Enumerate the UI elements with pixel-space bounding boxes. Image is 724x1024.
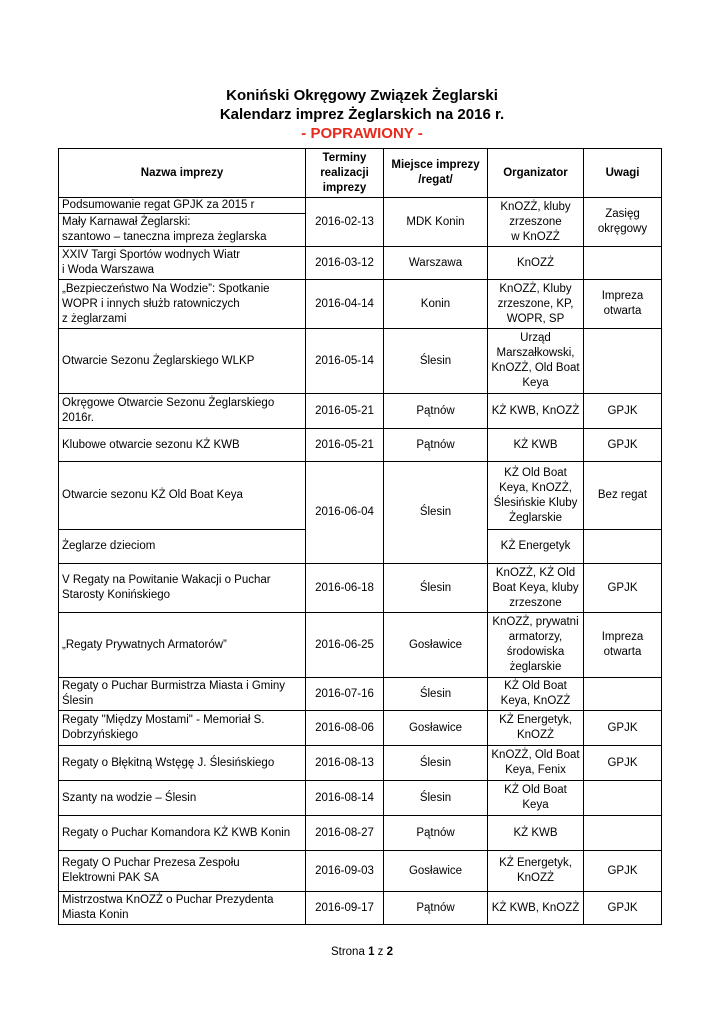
table-row	[59, 429, 662, 462]
event-organizer: KŻ KWB, KnOZŻ	[488, 892, 584, 925]
page-label: Strona	[330, 946, 365, 958]
event-organizer: KŻ KWB, KnOZŻ	[488, 394, 584, 429]
page-separator: z	[377, 946, 384, 958]
event-name: Regaty o Puchar Burmistrza Miasta i Gminy Ślesin	[59, 678, 306, 711]
table-row	[59, 711, 662, 746]
event-name: Żeglarze dzieciom	[59, 530, 306, 564]
table-row	[59, 892, 662, 925]
table-header-row	[59, 149, 662, 198]
revised-label: - POPRAWIONY -	[301, 125, 423, 142]
event-notes	[584, 781, 662, 816]
table-row	[59, 746, 662, 781]
table-row	[59, 247, 662, 280]
event-place: Pątnów	[384, 816, 488, 851]
page-current: 1	[368, 946, 375, 958]
event-organizer: KnOZŻ, KŻ Old Boat Keya, kluby zrzeszone	[488, 564, 584, 613]
event-date: 2016-06-04	[306, 462, 384, 564]
col-header-place: Miejsce imprezy /regat/	[384, 149, 488, 198]
table-row	[59, 816, 662, 851]
event-organizer: KŻ KWB	[488, 816, 584, 851]
event-date: 2016-05-21	[306, 429, 384, 462]
table-row	[59, 394, 662, 429]
event-organizer: KŻ Energetyk	[488, 530, 584, 564]
event-place: MDK Konin	[384, 198, 488, 247]
event-notes: GPJK	[584, 746, 662, 781]
event-place: Ślesin	[384, 329, 488, 394]
table-row	[59, 851, 662, 892]
event-name: V Regaty na Powitanie Wakacji o Puchar Starosty Konińskiego	[59, 564, 306, 613]
event-place: Konin	[384, 280, 488, 329]
page-total: 2	[386, 946, 394, 958]
event-date: 2016-05-21	[306, 394, 384, 429]
event-date: 2016-02-13	[306, 198, 384, 247]
event-notes	[584, 816, 662, 851]
event-date: 2016-08-14	[306, 781, 384, 816]
event-date: 2016-09-17	[306, 892, 384, 925]
event-name: Regaty o Puchar Komandora KŻ KWB Konin	[59, 816, 306, 851]
event-organizer: KnOZŻ, kluby zrzeszone w KnOZŻ	[488, 198, 584, 247]
event-organizer: KnOZŻ, prywatni armatorzy, środowiska żeglarskie	[488, 613, 584, 678]
event-place: Pątnów	[384, 429, 488, 462]
events-table	[58, 148, 662, 925]
event-notes	[584, 329, 662, 394]
event-notes: GPJK	[584, 711, 662, 746]
table-row	[59, 613, 662, 678]
col-header-name: Nazwa imprezy	[59, 149, 306, 198]
event-name: „Bezpieczeństwo Na Wodzie”: Spotkanie WOPR i innych służb ratowniczych z żeglarzami	[59, 280, 306, 329]
page-number	[0, 946, 724, 958]
document-header	[0, 86, 724, 143]
event-place: Ślesin	[384, 462, 488, 564]
table-row	[59, 198, 662, 214]
event-organizer: KŻ Old Boat Keya, KnOZŻ	[488, 678, 584, 711]
event-name: Otwarcie Sezonu Żeglarskiego WLKP	[59, 329, 306, 394]
event-name: „Regaty Prywatnych Armatorów”	[59, 613, 306, 678]
table-row	[59, 280, 662, 329]
event-place: Ślesin	[384, 746, 488, 781]
event-notes: GPJK	[584, 851, 662, 892]
event-organizer: KnOZŻ, Old Boat Keya, Fenix	[488, 746, 584, 781]
event-notes: Impreza otwarta	[584, 280, 662, 329]
event-name: Regaty "Między Mostami" - Memoriał S. Dobrzyńskiego	[59, 711, 306, 746]
table-row	[59, 329, 662, 394]
event-date: 2016-09-03	[306, 851, 384, 892]
event-notes: Bez regat	[584, 462, 662, 530]
event-notes: GPJK	[584, 892, 662, 925]
event-name: Mistrzostwa KnOZŻ o Puchar Prezydenta Miasta Konin	[59, 892, 306, 925]
event-notes	[584, 530, 662, 564]
event-organizer: KnOZŻ	[488, 247, 584, 280]
event-organizer: KŻ Old Boat Keya, KnOZŻ, Ślesińskie Kluby Żeglarskie	[488, 462, 584, 530]
event-name: Klubowe otwarcie sezonu KŻ KWB	[59, 429, 306, 462]
event-notes	[584, 678, 662, 711]
event-place: Gosławice	[384, 851, 488, 892]
event-organizer: KŻ Old Boat Keya	[488, 781, 584, 816]
event-name: Regaty o Błękitną Wstęgę J. Ślesińskiego	[59, 746, 306, 781]
event-place: Ślesin	[384, 678, 488, 711]
event-notes: GPJK	[584, 564, 662, 613]
event-notes: Impreza otwarta	[584, 613, 662, 678]
event-organizer: KŻ KWB	[488, 429, 584, 462]
event-name: XXIV Targi Sportów wodnych Wiatr i Woda Warszawa	[59, 247, 306, 280]
event-place: Pątnów	[384, 892, 488, 925]
calendar-title: Kalendarz imprez Żeglarskich na 2016 r.	[219, 106, 505, 123]
event-date: 2016-05-14	[306, 329, 384, 394]
col-header-organizer: Organizator	[488, 149, 584, 198]
event-name: Podsumowanie regat GPJK za 2015 r	[59, 198, 306, 214]
event-place: Ślesin	[384, 781, 488, 816]
event-date: 2016-03-12	[306, 247, 384, 280]
event-name: Okręgowe Otwarcie Sezonu Żeglarskiego 2016r.	[59, 394, 306, 429]
event-place: Warszawa	[384, 247, 488, 280]
event-organizer: KnOZŻ, Kluby zrzeszone, KP, WOPR, SP	[488, 280, 584, 329]
table-row	[59, 462, 662, 530]
table-row	[59, 678, 662, 711]
event-date: 2016-06-25	[306, 613, 384, 678]
event-notes: Zasięg okręgowy	[584, 198, 662, 247]
event-place: Ślesin	[384, 564, 488, 613]
col-header-dates: Terminy realizacji imprezy	[306, 149, 384, 198]
event-name: Mały Karnawał Żeglarski: szantowo – taneczna impreza żeglarska	[59, 214, 306, 247]
event-place: Gosławice	[384, 711, 488, 746]
event-notes: GPJK	[584, 394, 662, 429]
event-date: 2016-08-13	[306, 746, 384, 781]
event-notes	[584, 247, 662, 280]
event-notes: GPJK	[584, 429, 662, 462]
event-place: Gosławice	[384, 613, 488, 678]
table-row	[59, 781, 662, 816]
event-date: 2016-08-06	[306, 711, 384, 746]
col-header-notes: Uwagi	[584, 149, 662, 198]
event-date: 2016-07-16	[306, 678, 384, 711]
association-name: Koniński Okręgowy Związek Żeglarski	[226, 87, 498, 104]
event-name: Szanty na wodzie – Ślesin	[59, 781, 306, 816]
table-row	[59, 564, 662, 613]
event-organizer: KŻ Energetyk, KnOZŻ	[488, 851, 584, 892]
event-date: 2016-04-14	[306, 280, 384, 329]
event-name: Regaty O Puchar Prezesa Zespołu Elektrowni PAK SA	[59, 851, 306, 892]
event-organizer: KŻ Energetyk, KnOZŻ	[488, 711, 584, 746]
event-date: 2016-08-27	[306, 816, 384, 851]
event-date: 2016-06-18	[306, 564, 384, 613]
event-name: Otwarcie sezonu KŻ Old Boat Keya	[59, 462, 306, 530]
event-place: Pątnów	[384, 394, 488, 429]
event-organizer: Urząd Marszałkowski, KnOZŻ, Old Boat Keya	[488, 329, 584, 394]
